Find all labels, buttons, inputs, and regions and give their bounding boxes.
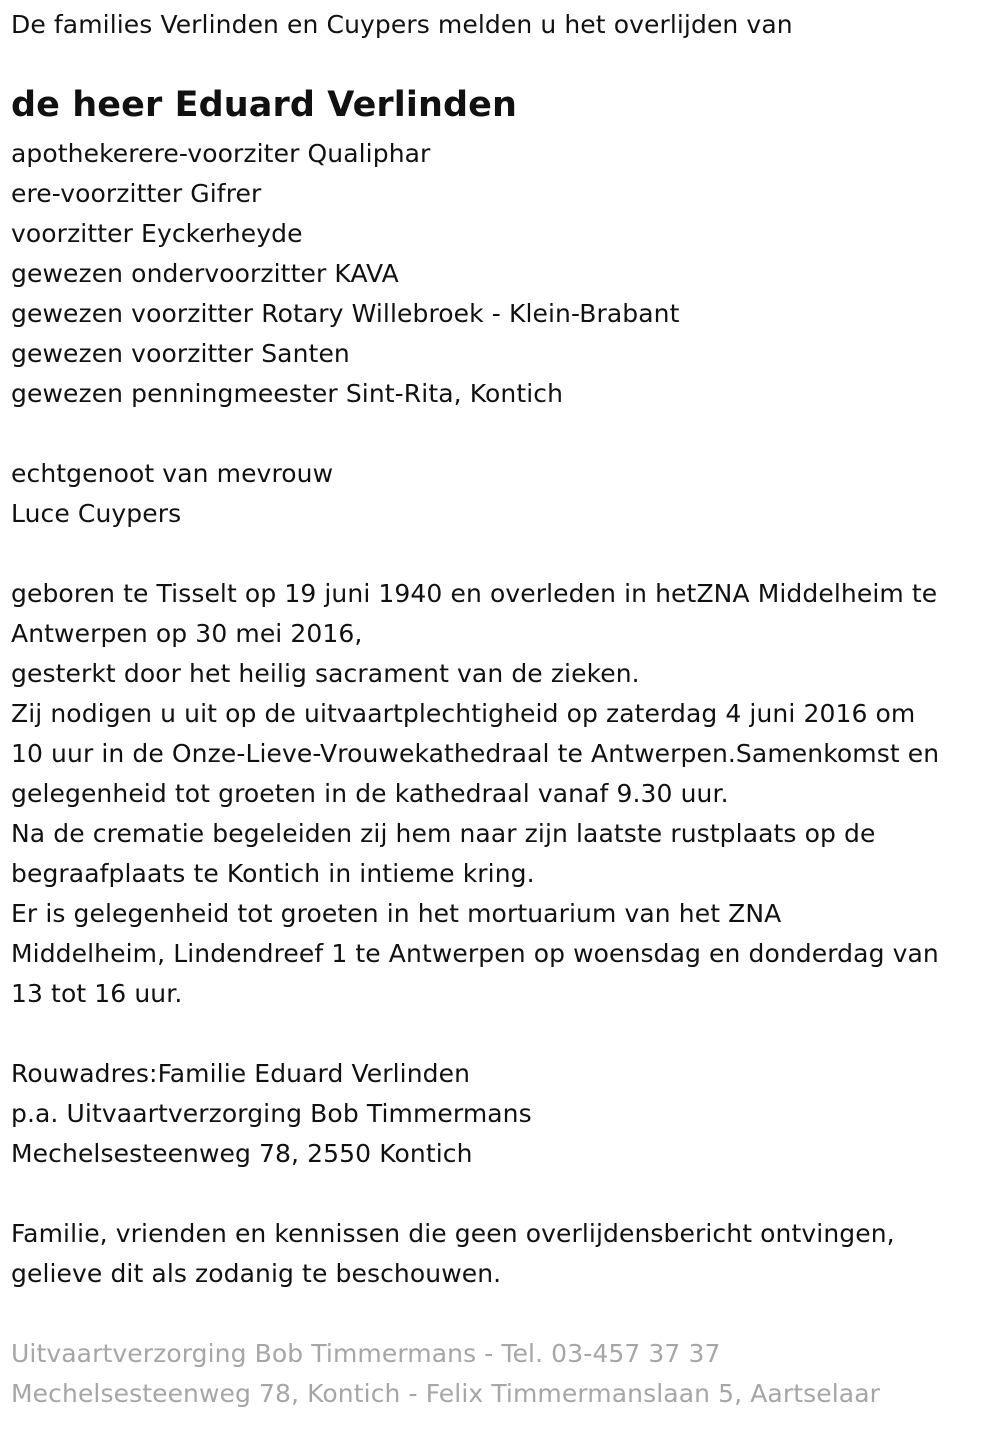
details-line: Na de crematie begeleiden zij hem naar zijn laatste rustplaats op de: [11, 819, 876, 848]
title-line: gewezen voorzitter Santen: [11, 339, 350, 368]
details-line: gelegenheid tot groeten in de kathedraal vanaf 9.30 uur.: [11, 779, 729, 808]
address-line: Mechelsesteenweg 78, 2550 Kontich: [11, 1139, 473, 1168]
address-line: Rouwadres:Familie Eduard Verlinden: [11, 1059, 471, 1088]
title-line: gewezen penningmeester Sint-Rita, Kontich: [11, 379, 564, 408]
details-line: 13 tot 16 uur.: [11, 979, 183, 1008]
title-line: apothekerere-voorziter Qualiphar: [11, 139, 431, 168]
address-line: p.a. Uitvaartverzorging Bob Timmermans: [11, 1099, 532, 1128]
details-line: Er is gelegenheid tot groeten in het mortuarium van het ZNA: [11, 899, 782, 928]
details-line: begraafplaats te Kontich in intieme kring.: [11, 859, 535, 888]
intro-text: De families Verlinden en Cuypers melden u het overlijden van: [11, 10, 793, 39]
title-line: voorzitter Eyckerheyde: [11, 219, 303, 248]
details-line: geboren te Tisselt op 19 juni 1940 en overleden in hetZNA Middelheim te: [11, 579, 938, 608]
details-line: Antwerpen op 30 mei 2016,: [11, 619, 363, 648]
notice-line: Familie, vrienden en kennissen die geen overlijdensbericht ontvingen,: [11, 1219, 895, 1248]
spouse-name: Luce Cuypers: [11, 499, 182, 528]
funeral-home-address-footer: Mechelsesteenweg 78, Kontich - Felix Timmermanslaan 5, Aartselaar: [11, 1379, 880, 1408]
funeral-home-footer: Uitvaartverzorging Bob Timmermans - Tel. 03-457 37 37: [11, 1339, 721, 1368]
spouse-line: echtgenoot van mevrouw: [11, 459, 334, 488]
details-line: Middelheim, Lindendreef 1 te Antwerpen op woensdag en donderdag van: [11, 939, 939, 968]
details-line: gesterkt door het heilig sacrament van de zieken.: [11, 659, 640, 688]
title-line: ere-voorzitter Gifrer: [11, 179, 262, 208]
notice-line: gelieve dit als zodanig te beschouwen.: [11, 1259, 502, 1288]
details-line: Zij nodigen u uit op de uitvaartplechtigheid op zaterdag 4 juni 2016 om: [11, 699, 916, 728]
deceased-name: de heer Eduard Verlinden: [11, 85, 518, 125]
title-line: gewezen voorzitter Rotary Willebroek - Klein-Brabant: [11, 299, 680, 328]
details-line: 10 uur in de Onze-Lieve-Vrouwekathedraal te Antwerpen.Samenkomst en: [11, 739, 940, 768]
title-line: gewezen ondervoorzitter KAVA: [11, 259, 399, 288]
